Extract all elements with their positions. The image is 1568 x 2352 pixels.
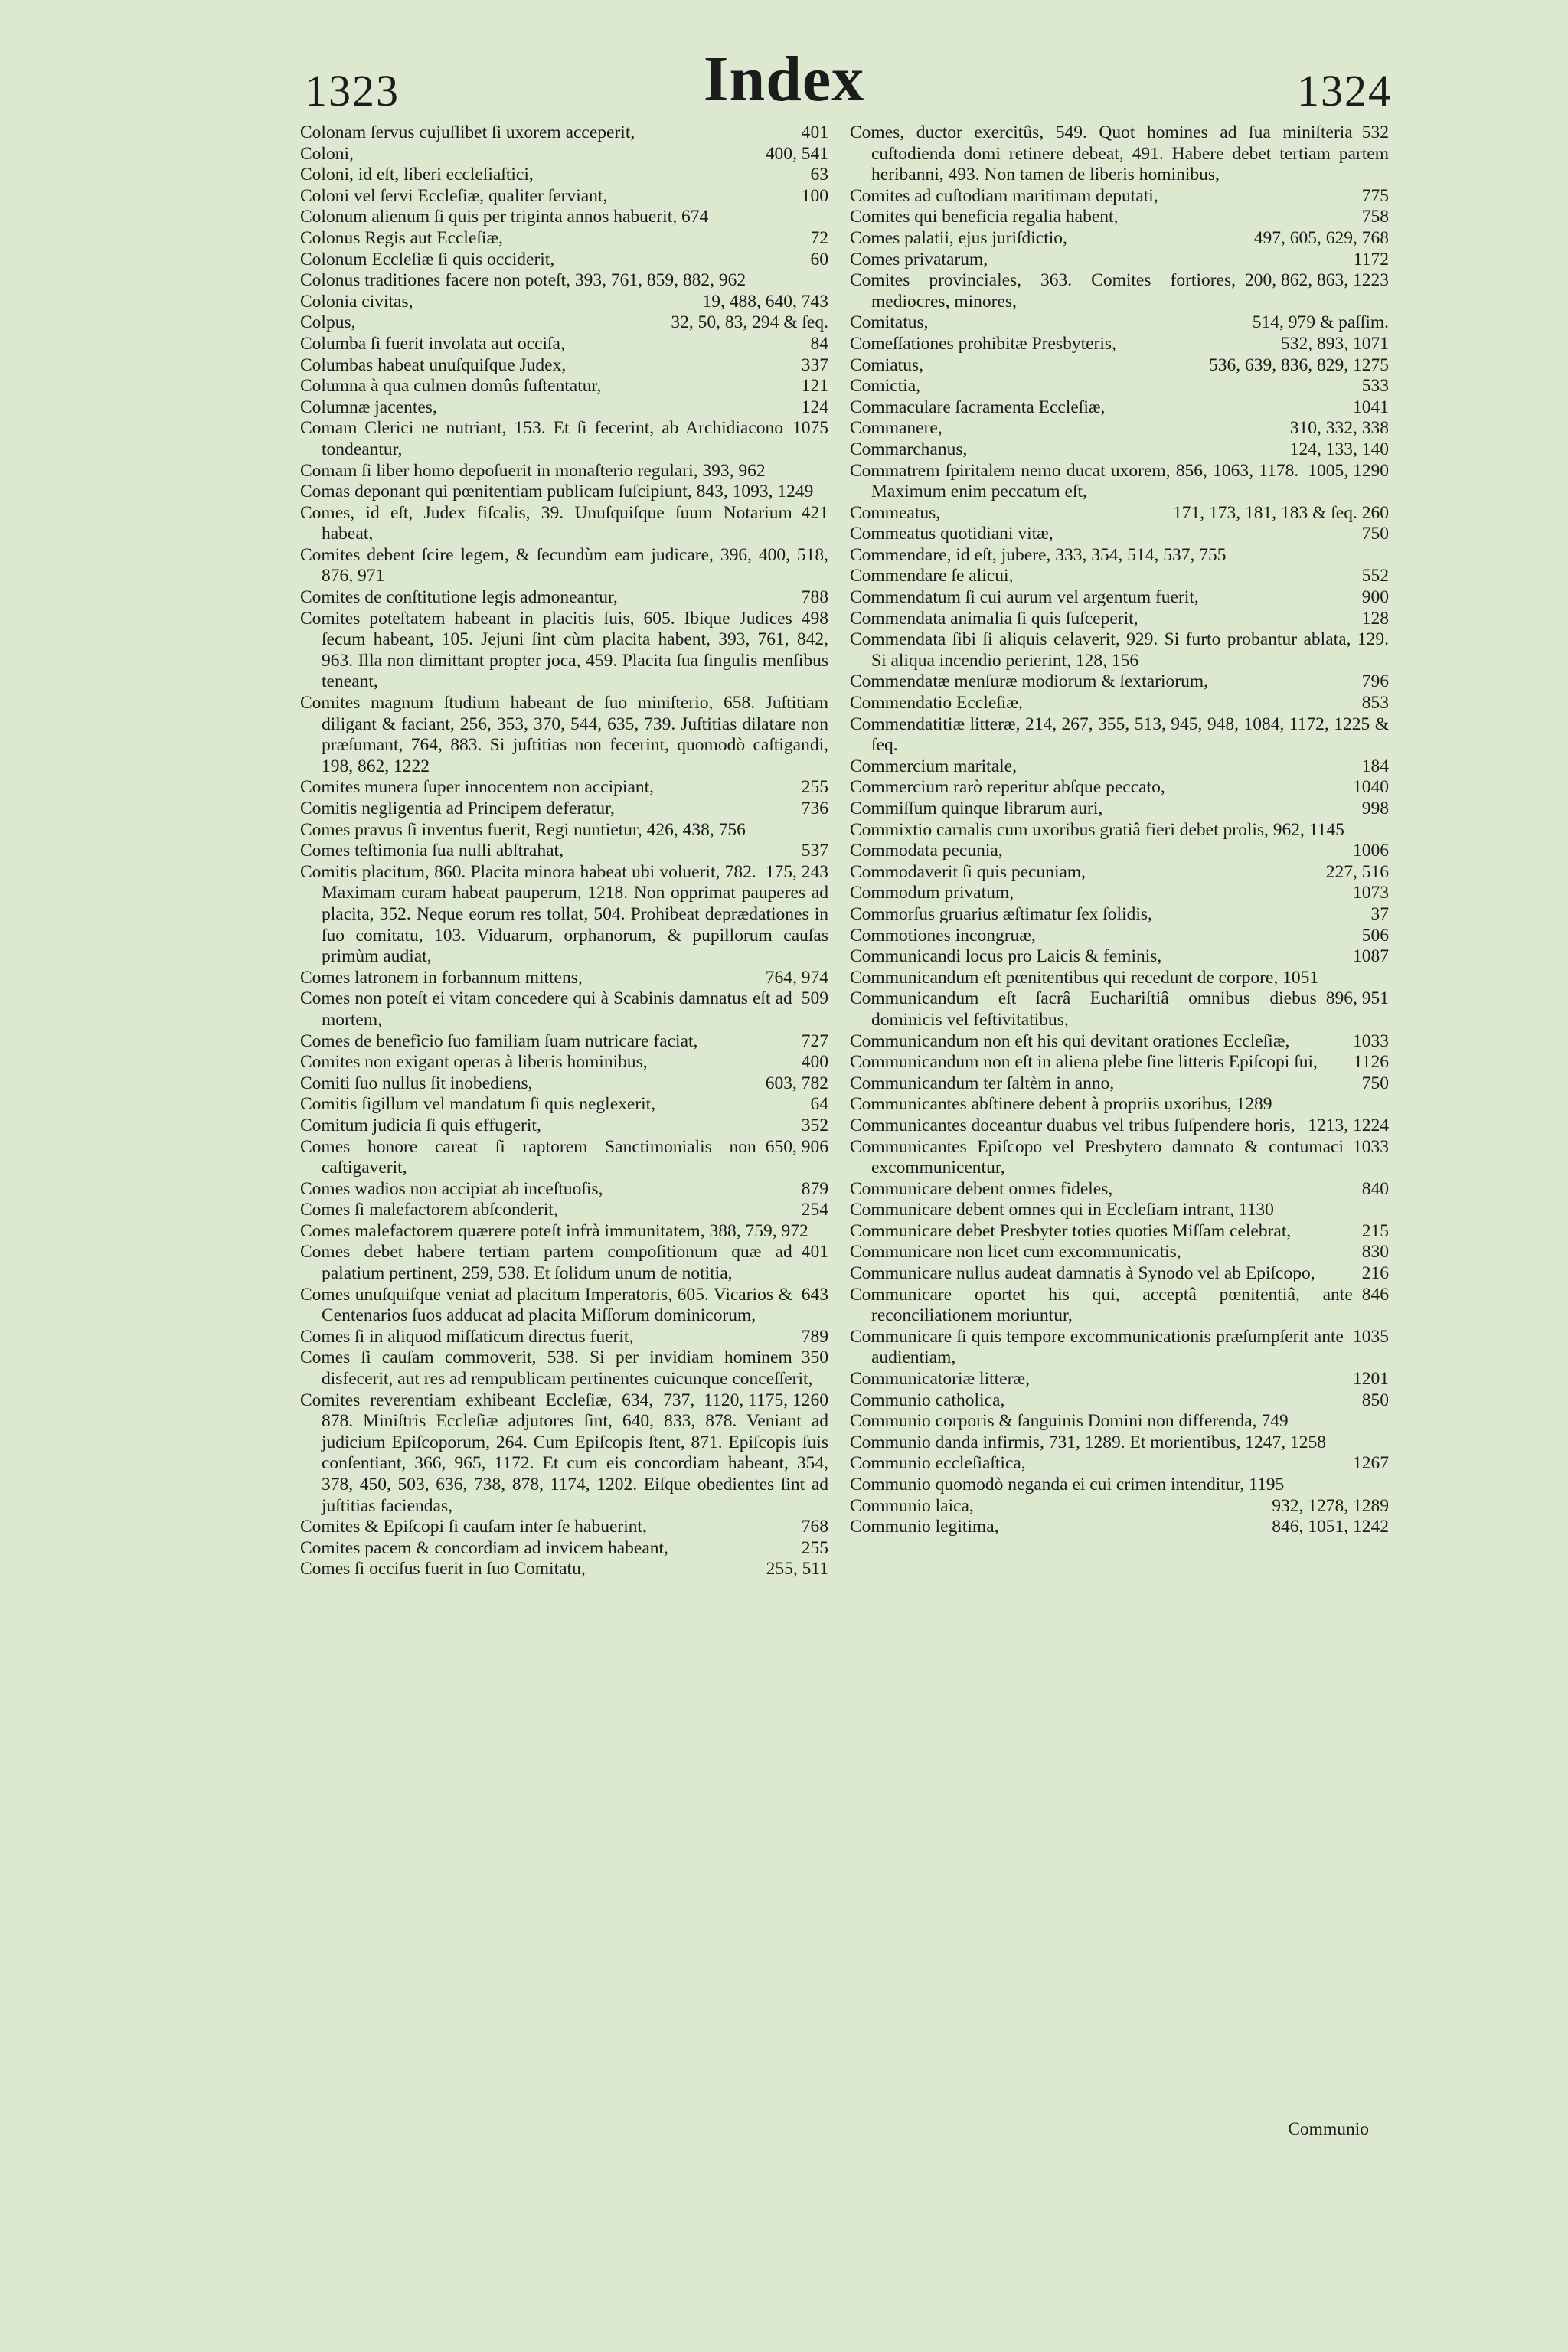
entry-heading: Commeatus, — [850, 502, 941, 523]
entry-heading: Commodaverit ſi quis pecuniam, — [850, 861, 1086, 882]
entry-heading: Colonia civitas, — [300, 291, 413, 312]
entry-heading: Communio danda infirmis, 731, 1289. Et morientibus, 1247, 1258 — [850, 1432, 1327, 1452]
entry-heading: Comam Clerici ne nutriant, 153. Et ſi fecerint, ab Archidiacono tondeantur, — [300, 418, 783, 459]
entry-heading: Commendatum ſi cui aurum vel argentum fuerit, — [850, 587, 1199, 608]
entry-references: 37 — [1370, 903, 1389, 924]
entry-heading: Coloni, — [300, 143, 354, 164]
index-entry — [300, 186, 828, 207]
entry-references: 227, 516 — [1325, 861, 1389, 882]
entry-heading: Communicare debent omnes qui in Eccleſiam intrant, 1130 — [850, 1200, 1274, 1220]
index-entry — [300, 609, 828, 693]
entry-heading: Communicandum eſt pœnitentibus qui recedunt de corpore, 1051 — [850, 967, 1319, 988]
entry-references: 1005, 1290 — [1308, 460, 1389, 481]
index-entry — [850, 1453, 1389, 1475]
index-entry — [850, 1179, 1389, 1200]
entry-heading: Comes debet habere tertiam partem compoſitionum quæ ad palatium pertinent, 259, 538. Et ſolidum unum de notitia, — [300, 1242, 792, 1284]
entry-references: 352 — [801, 1115, 828, 1135]
index-entry — [850, 1263, 1389, 1285]
entry-references: 19, 488, 640, 743 — [702, 291, 828, 312]
index-entry — [850, 1327, 1389, 1369]
entry-heading: Communicare non licet cum excommunicatis, — [850, 1242, 1181, 1263]
entry-heading: Colonum Eccleſiæ ſi quis occiderit, — [300, 249, 555, 270]
entry-heading: Comes wadios non accipiat ab inceſtuoſis, — [300, 1178, 603, 1199]
index-entry — [300, 545, 828, 587]
entry-heading: Commanere, — [850, 418, 942, 439]
entry-heading: Columnæ jacentes, — [300, 397, 437, 417]
index-entry — [300, 482, 828, 503]
entry-heading: Commarchanus, — [850, 439, 968, 459]
index-entry — [300, 334, 828, 355]
index-entry — [850, 904, 1389, 926]
right-page-number: 1324 — [1297, 66, 1392, 116]
index-entry — [300, 841, 828, 862]
entry-references: 750 — [1361, 524, 1389, 544]
entry-heading: Communicare oportet his qui, acceptâ pœnitentiâ, ante reconciliationem moriuntur, — [850, 1284, 1353, 1326]
entry-heading: Colonus Regis aut Eccleſiæ, — [300, 227, 503, 248]
entry-references: 1267 — [1353, 1453, 1389, 1474]
entry-references: 840 — [1361, 1178, 1389, 1199]
entry-references: 1075 — [792, 418, 828, 439]
entry-heading: Communio quomodò neganda ei cui crimen intenditur, 1195 — [850, 1475, 1285, 1494]
entry-references: 128 — [1361, 608, 1389, 629]
index-entry — [300, 1073, 828, 1095]
index-entry — [850, 503, 1389, 524]
index-entry — [850, 1496, 1389, 1517]
index-entry — [300, 1094, 828, 1116]
entry-heading: Comitis negligentia ad Principem deferatur, — [300, 799, 615, 818]
entry-references: 896, 951 — [1325, 988, 1389, 1009]
entry-heading: Comes palatii, ejus juriſdictio, — [850, 227, 1067, 248]
entry-heading: Comes unuſquiſque veniat ad placitum Imperatoris, 605. Vicarios & Centenarios ſuos adducat ad placita Miſſorum dominicorum, — [300, 1284, 792, 1326]
entry-heading: Commendata animalia ſi quis ſuſceperit, — [850, 608, 1138, 629]
entry-references: 401 — [801, 122, 828, 142]
entry-heading: Comictia, — [850, 376, 921, 397]
entry-references: 255, 511 — [766, 1559, 828, 1579]
index-entry — [300, 799, 828, 820]
index-entry — [300, 693, 828, 777]
index-entry — [850, 968, 1389, 989]
entry-references: 124, 133, 140 — [1289, 439, 1389, 459]
index-entry — [850, 461, 1389, 503]
index-entry — [850, 1221, 1389, 1243]
entry-heading: Commotiones incongruæ, — [850, 925, 1036, 946]
entry-heading: Columba ſi fuerit involata aut occiſa, — [300, 333, 565, 354]
index-entry — [850, 946, 1389, 968]
index-entry — [300, 1390, 828, 1517]
entry-references: 1126 — [1353, 1052, 1389, 1073]
index-entry — [300, 1052, 828, 1073]
index-entry — [850, 883, 1389, 904]
index-entry — [850, 312, 1389, 334]
index-entry — [850, 671, 1389, 693]
entry-heading: Communicandum ter ſaltèm in anno, — [850, 1073, 1115, 1093]
index-entry — [300, 1285, 828, 1327]
entry-heading: Comites ad cuſtodiam maritimam deputati, — [850, 185, 1158, 206]
index-entry — [300, 376, 828, 397]
entry-heading: Commaculare ſacramenta Eccleſiæ, — [850, 397, 1106, 417]
index-entry — [850, 756, 1389, 778]
entry-heading: Communicantes abſtinere debent à propriis uxoribus, 1289 — [850, 1094, 1272, 1115]
entry-references: 175, 243 — [765, 861, 828, 882]
index-entry — [850, 1073, 1389, 1095]
entry-references: 1120, 1175, 1260 — [704, 1390, 828, 1410]
entry-references: 758 — [1361, 207, 1389, 227]
entry-references: 1041 — [1353, 397, 1389, 417]
entry-references: 775 — [1361, 185, 1389, 206]
entry-heading: Comiatus, — [850, 354, 923, 375]
entry-references: 63 — [810, 165, 828, 185]
entry-heading: Comites munera ſuper innocentem non accipiant, — [300, 777, 655, 798]
index-entry — [300, 1242, 828, 1284]
entry-references: 421 — [801, 502, 828, 523]
entry-references: 84 — [810, 333, 828, 354]
entry-heading: Commorſus gruarius æſtimatur ſex ſolidis, — [850, 903, 1152, 924]
index-entry — [850, 820, 1389, 841]
index-entry — [850, 228, 1389, 250]
entry-references: 310, 332, 338 — [1289, 418, 1389, 439]
entry-references: 900 — [1361, 587, 1389, 608]
entry-heading: Comites poteſtatem habeant in placitis ſuis, 605. Ibique Judices ſecum habeant, 105. Jejuni ſint cùm placita habent, 393, 761, 842, 963. Illa non dimittant propter joca, 459. Placita ſua ſingulis menſibus teneant, — [300, 608, 828, 692]
index-entry — [850, 334, 1389, 355]
index-entry — [300, 270, 828, 292]
entry-references: 1006 — [1353, 841, 1389, 861]
index-entry — [850, 1116, 1389, 1137]
entry-heading: Coloni vel ſervi Eccleſiæ, qualiter ſerviant, — [300, 185, 608, 206]
entry-heading: Commatrem ſpiritalem nemo ducat uxorem, 856, 1063, 1178. Maximum enim peccatum eſt, — [850, 460, 1299, 502]
entry-heading: Comites reverentiam exhibeant Eccleſiæ, 634, 737, 878. Miniſtris Eccleſiæ adjutores ſint, 640, 833, 878. Veniant ad judicium Epiſcoporum, 264. Cum Epiſcopis ſtent, 871. Epiſcopis ſuis conſentiant, 366, 965, 1172. Et cum eis concordiam habeant, 354, 378, 450, 503, 636, 738, 878, 1174, 1202. Eiſque obedientes ſint ad juſtitias faciendas, — [300, 1390, 828, 1516]
entry-heading: Communio catholica, — [850, 1390, 1005, 1410]
index-entry — [850, 1200, 1389, 1221]
entry-heading: Communicare ſi quis tempore excommunicationis præſumpſerit ante audientiam, — [850, 1326, 1344, 1368]
entry-heading: Communicare debent omnes fideles, — [850, 1178, 1113, 1199]
index-entry — [850, 524, 1389, 545]
entry-heading: Communicantes doceantur duabus vel tribus ſuſpendere horis, — [850, 1115, 1295, 1135]
entry-heading: Commiſſum quinque librarum auri, — [850, 799, 1103, 818]
entry-references: 184 — [1361, 756, 1389, 776]
entry-references: 846 — [1361, 1284, 1389, 1305]
entry-references: 254 — [801, 1200, 828, 1220]
entry-references: 498 — [801, 608, 828, 629]
entry-heading: Commendare, id eſt, jubere, 333, 354, 514, 537, 755 — [850, 544, 1227, 565]
index-entry — [850, 693, 1389, 714]
index-entry — [300, 1221, 828, 1243]
index-entry — [300, 1538, 828, 1560]
entry-references: 100 — [801, 185, 828, 206]
entry-heading: Comes ſi malefactorem abſconderit, — [300, 1200, 558, 1220]
entry-references: 796 — [1361, 671, 1389, 692]
index-entry — [850, 186, 1389, 207]
entry-references: 1033 — [1353, 1031, 1389, 1051]
entry-heading: Comes privatarum, — [850, 249, 988, 270]
entry-heading: Commixtio carnalis cum uxoribus gratiâ fieri debet prolis, 962, 1145 — [850, 819, 1344, 840]
entry-references: 216 — [1361, 1263, 1389, 1284]
index-entry — [300, 144, 828, 165]
entry-references: 830 — [1361, 1242, 1389, 1263]
entry-heading: Comites magnum ſtudium habeant de ſuo miniſterio, 658. Juſtitiam diligant & faciant, 256, 353, 370, 544, 635, 739. Juſtitias dilatare non præſumant, 764, 883. Si juſtitias non fecerint, quomodò caſtigandi, 198, 862, 1222 — [300, 693, 828, 776]
entry-references: 643 — [801, 1284, 828, 1305]
index-entry — [300, 250, 828, 271]
index-entry — [300, 312, 828, 334]
entry-heading: Communio legitima, — [850, 1517, 999, 1537]
entry-references: 1201 — [1353, 1369, 1389, 1390]
entry-heading: Commeatus quotidiani vitæ, — [850, 524, 1054, 544]
entry-heading: Commercium maritale, — [850, 756, 1017, 776]
entry-references: 72 — [810, 227, 828, 248]
index-entry — [850, 1052, 1389, 1073]
entry-references: 121 — [801, 376, 828, 397]
index-entry — [300, 165, 828, 186]
index-entry — [850, 714, 1389, 756]
index-entry — [850, 1411, 1389, 1432]
entry-references: 750 — [1361, 1073, 1389, 1093]
entry-references: 1073 — [1353, 883, 1389, 903]
index-entry — [850, 397, 1389, 419]
index-entry — [300, 988, 828, 1031]
index-entry — [850, 1031, 1389, 1053]
entry-references: 736 — [801, 799, 828, 818]
entry-references: 64 — [810, 1094, 828, 1115]
entry-references: 400, 541 — [765, 143, 828, 164]
entry-heading: Commercium rarò reperitur abſque peccato, — [850, 777, 1165, 798]
index-entry — [850, 376, 1389, 397]
entry-heading: Coloni, id eſt, liberi eccleſiaſtici, — [300, 165, 534, 185]
index-entry — [300, 862, 828, 968]
index-entry — [850, 1242, 1389, 1263]
index-entry — [300, 1137, 828, 1179]
entry-references: 337 — [801, 354, 828, 375]
entry-heading: Comes de beneficio ſuo familiam ſuam nutricare faciat, — [300, 1031, 698, 1051]
entry-heading: Colonus traditiones facere non poteſt, 393, 761, 859, 882, 962 — [300, 270, 746, 291]
entry-references: 998 — [1361, 799, 1389, 818]
index-entry — [850, 926, 1389, 947]
entry-references: 768 — [801, 1517, 828, 1537]
index-entry — [850, 1517, 1389, 1538]
entry-heading: Communicantes Epiſcopo vel Presbytero damnato & contumaci excommunicentur, — [850, 1136, 1344, 1178]
entry-references: 727 — [801, 1031, 828, 1051]
index-entry — [850, 439, 1389, 461]
entry-references: 255 — [801, 777, 828, 798]
entry-heading: Communicare debet Presbyter toties quoties Miſſam celebrat, — [850, 1220, 1292, 1241]
index-entry — [850, 777, 1389, 799]
page-title: Index — [703, 44, 865, 115]
entry-heading: Comitis placitum, 860. Placita minora habeat ubi voluerit, 782. Maximam curam habeat pauperum, 1218. Non opprimat pauperes ad placita, 352. Neque eorum res tollat, 504. Prohibeat deprædationes in ſuo comitatu, 103. Viduarum, orphanorum, & pupillorum cauſas primùm audiat, — [300, 861, 828, 967]
entry-heading: Communicandum non eſt his qui devitant orationes Eccleſiæ, — [850, 1031, 1290, 1051]
entry-heading: Communicatoriæ litteræ, — [850, 1369, 1030, 1390]
index-entry — [850, 862, 1389, 884]
entry-heading: Comites & Epiſcopi ſi cauſam inter ſe habuerint, — [300, 1517, 647, 1537]
entry-heading: Comam ſi liber homo depoſuerit in monaſterio regulari, 393, 962 — [300, 460, 766, 481]
index-entry — [300, 207, 828, 228]
entry-references: 537 — [801, 841, 828, 861]
entry-heading: Comites provinciales, 363. Comites fortiores, mediocres, minores, — [850, 270, 1236, 312]
entry-heading: Comitum judicia ſi quis effugerit, — [300, 1115, 541, 1135]
page-header — [0, 42, 1568, 126]
entry-heading: Comes honore careat ſi raptorem Sanctimonialis non caſtigaverit, — [300, 1136, 756, 1178]
entry-references: 1040 — [1353, 777, 1389, 798]
index-entry — [300, 820, 828, 841]
entry-references: 497, 605, 629, 768 — [1253, 227, 1389, 248]
index-entry — [850, 418, 1389, 439]
entry-references: 255 — [801, 1537, 828, 1558]
entry-heading: Colonum alienum ſi quis per triginta annos habuerit, 674 — [300, 207, 709, 227]
entry-heading: Commendatæ menſuræ modiorum & ſextariorum, — [850, 671, 1208, 692]
entry-heading: Comes teſtimonia ſua nulli abſtrahat, — [300, 841, 564, 861]
entry-references: 536, 639, 836, 829, 1275 — [1209, 354, 1389, 375]
entry-heading: Columbas habeat unuſquiſque Judex, — [300, 354, 567, 375]
index-entry — [850, 1475, 1389, 1496]
entry-references: 401 — [801, 1242, 828, 1263]
entry-references: 171, 173, 181, 183 & ſeq. 260 — [1173, 502, 1389, 523]
entry-references: 514, 979 & paſſim. — [1252, 312, 1389, 333]
entry-heading: Commodum privatum, — [850, 883, 1014, 903]
entry-heading: Comes non poteſt ei vitam concedere qui à Scabinis damnatus eſt ad mortem, — [300, 988, 792, 1030]
entry-heading: Comes malefactorem quærere poteſt infrà immunitatem, 388, 759, 972 — [300, 1220, 808, 1241]
entry-references: 853 — [1361, 693, 1389, 714]
index-entry — [850, 250, 1389, 271]
catchword: Communio — [1288, 2119, 1369, 2139]
entry-heading: Commodata pecunia, — [850, 841, 1003, 861]
index-entry — [850, 1137, 1389, 1179]
entry-references: 603, 782 — [765, 1073, 828, 1093]
entry-references: 1033 — [1353, 1136, 1389, 1157]
left-column — [300, 122, 828, 1580]
index-entry — [300, 397, 828, 419]
index-entry — [300, 777, 828, 799]
entry-references: 215 — [1361, 1220, 1389, 1241]
index-entry — [300, 968, 828, 989]
entry-heading: Comeſſationes prohibitæ Presbyteris, — [850, 333, 1116, 354]
index-entry — [850, 629, 1389, 671]
entry-heading: Comes latronem in forbannum mittens, — [300, 967, 583, 988]
entry-heading: Comites qui beneficia regalia habent, — [850, 207, 1119, 227]
entry-references: 400 — [801, 1052, 828, 1073]
entry-heading: Comitatus, — [850, 312, 929, 333]
index-entry — [300, 1517, 828, 1538]
entry-references: 879 — [801, 1178, 828, 1199]
entry-references: 1172 — [1353, 249, 1389, 270]
index-entry — [850, 566, 1389, 587]
index-entry — [300, 228, 828, 250]
entry-heading: Comes ſi cauſam commoverit, 538. Si per invidiam hominem disfecerit, aut res ad rempublicam pertinentes cuicunque conceſſerit, — [300, 1348, 813, 1390]
entry-references: 789 — [801, 1326, 828, 1347]
entry-heading: Comiti ſuo nullus ſit inobediens, — [300, 1073, 533, 1093]
index-entry — [850, 799, 1389, 820]
entry-references: 1035 — [1353, 1326, 1389, 1347]
right-column — [850, 122, 1389, 1538]
entry-heading: Communicandi locus pro Laicis & feminis, — [850, 946, 1162, 967]
entry-heading: Colonam ſervus cujuſlibet ſi uxorem acceperit, — [300, 122, 635, 142]
index-entry — [850, 587, 1389, 609]
index-entry — [300, 503, 828, 545]
index-entry — [300, 1200, 828, 1221]
index-entry — [300, 587, 828, 609]
index-entry — [850, 270, 1389, 312]
index-entry — [300, 1348, 828, 1390]
entry-heading: Commendata ſibi ſi aliquis celaverit, 929. Si furto probantur ablata, 129. Si aliqua incendio perierint, 128, 156 — [850, 629, 1389, 671]
entry-references: 1213, 1224 — [1308, 1115, 1389, 1135]
entry-heading: Communicandum non eſt in aliena plebe ſine litteris Epiſcopi ſui, — [850, 1052, 1318, 1073]
entry-heading: Comes, id eſt, Judex fiſcalis, 39. Unuſquiſque ſuum Notarium habeat, — [300, 502, 792, 544]
entry-heading: Columna à qua culmen domûs ſuſtentatur, — [300, 376, 602, 397]
index-entry — [850, 545, 1389, 567]
index-entry — [850, 207, 1389, 228]
index-entry — [850, 1285, 1389, 1327]
entry-heading: Comites non exigant operas à liberis hominibus, — [300, 1052, 648, 1073]
entry-heading: Commendare ſe alicui, — [850, 566, 1014, 586]
index-entry — [850, 1369, 1389, 1390]
index-entry — [850, 841, 1389, 862]
entry-heading: Communio corporis & ſanguinis Domini non differenda, 749 — [850, 1411, 1289, 1432]
entry-heading: Comas deponant qui pœnitentiam publicam ſuſcipiunt, 843, 1093, 1249 — [300, 482, 814, 502]
entry-heading: Communicare nullus audeat damnatis à Synodo vel ab Epiſcopo, — [850, 1263, 1315, 1284]
entry-heading: Comitis ſigillum vel mandatum ſi quis neglexerit, — [300, 1094, 656, 1115]
entry-references: 533 — [1361, 376, 1389, 397]
entry-references: 764, 974 — [765, 967, 828, 988]
entry-heading: Comes pravus ſi inventus fuerit, Regi nuntietur, 426, 438, 756 — [300, 819, 746, 840]
index-entry — [850, 988, 1389, 1031]
entry-references: 60 — [810, 249, 828, 270]
entry-references: 1087 — [1353, 946, 1389, 967]
entry-references: 788 — [801, 587, 828, 608]
index-entry — [300, 418, 828, 460]
entry-heading: Commendatitiæ litteræ, 214, 267, 355, 513, 945, 948, 1084, 1172, 1225 & ſeq. — [850, 714, 1389, 756]
entry-references: 932, 1278, 1289 — [1272, 1495, 1389, 1516]
index-entry — [300, 1031, 828, 1053]
entry-heading: Communio laica, — [850, 1495, 974, 1516]
entry-heading: Comites pacem & concordiam ad invicem habeant, — [300, 1537, 668, 1558]
entry-references: 124 — [801, 397, 828, 417]
entry-references: 506 — [1361, 925, 1389, 946]
entry-references: 650, 906 — [765, 1136, 828, 1157]
index-entry — [300, 355, 828, 377]
entry-references: 532, 893, 1071 — [1281, 333, 1389, 354]
index-entry — [850, 122, 1389, 186]
entry-heading: Colpus, — [300, 312, 356, 333]
entry-heading: Comes ſi occiſus fuerit in ſuo Comitatu, — [300, 1559, 586, 1579]
entry-references: 532 — [1361, 122, 1389, 142]
entry-heading: Communicandum eſt ſacrâ Euchariſtiâ omnibus diebus dominicis vel feſtivitatibus, — [850, 988, 1317, 1030]
entry-heading: Comites de conſtitutione legis admoneantur, — [300, 587, 618, 608]
index-entry — [850, 355, 1389, 377]
index-entry — [300, 1116, 828, 1137]
entry-references: 509 — [801, 988, 828, 1009]
entry-references: 350 — [801, 1348, 828, 1368]
left-page-number: 1323 — [305, 66, 400, 116]
entry-references: 32, 50, 83, 294 & ſeq. — [671, 312, 828, 333]
entry-references: 846, 1051, 1242 — [1272, 1517, 1389, 1537]
entry-references: 552 — [1361, 566, 1389, 586]
index-entry — [300, 1179, 828, 1200]
index-entry — [850, 1390, 1389, 1412]
index-entry — [850, 1432, 1389, 1454]
index-entry — [300, 292, 828, 313]
index-entry — [300, 461, 828, 482]
index-entry — [300, 122, 828, 144]
entry-references: 200, 862, 863, 1223 — [1245, 270, 1389, 291]
entry-heading: Comes, ductor exercitûs, 549. Quot homines ad ſua miniſteria cuſtodienda domi retinere debeat, 491. Habere debet tertiam partem heribanni, 493. Non tamen de liberis hominibus, — [850, 122, 1389, 185]
index-entry — [850, 609, 1389, 630]
entry-heading: Comes ſi in aliquod miſſaticum directus fuerit, — [300, 1326, 634, 1347]
index-entry — [300, 1327, 828, 1348]
entry-heading: Communio eccleſiaſtica, — [850, 1453, 1026, 1474]
entry-heading: Comites debent ſcire legem, & ſecundùm eam judicare, 396, 400, 518, 876, 971 — [300, 544, 828, 586]
index-entry — [300, 1559, 828, 1580]
entry-references: 850 — [1361, 1390, 1389, 1410]
index-entry — [850, 1094, 1389, 1116]
entry-heading: Commendatio Eccleſiæ, — [850, 693, 1023, 714]
